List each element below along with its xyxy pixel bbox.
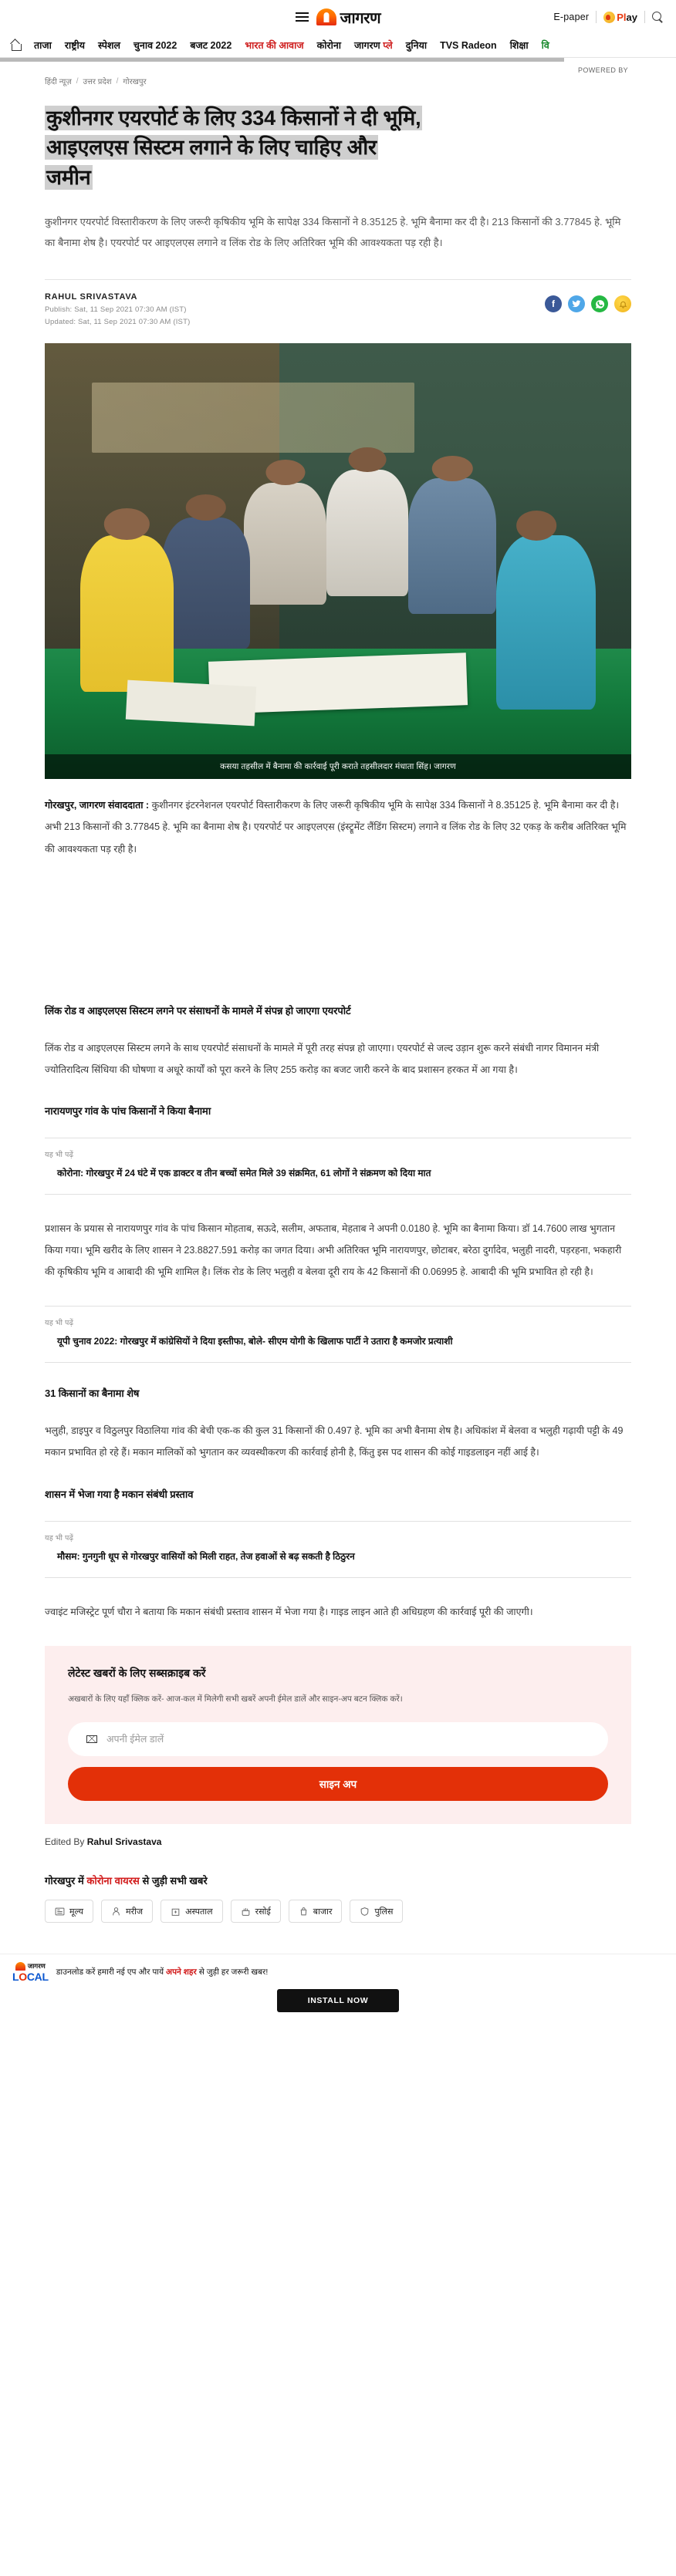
read-also-label-3: यह भी पढ़ें	[45, 1533, 74, 1543]
install-button-row	[0, 1989, 676, 2023]
home-icon[interactable]	[11, 41, 21, 50]
facebook-share-icon[interactable]: f	[545, 295, 562, 312]
powered-by-label: POWERED BY	[577, 66, 628, 74]
tags-title-highlight: कोरोना वायरस	[86, 1875, 140, 1887]
hospital-icon	[171, 1907, 181, 1917]
hero-person-4	[326, 470, 408, 596]
hamburger-menu-icon[interactable]	[296, 12, 309, 22]
nav-item-vi[interactable]: वि	[541, 40, 549, 51]
section-heading-3: 31 किसानों का बैनामा शेष	[45, 1387, 140, 1400]
breadcrumb-uttar-pradesh[interactable]: उत्तर प्रदेश	[83, 78, 112, 86]
epaper-link[interactable]: E-paper	[553, 12, 590, 22]
section-body-3: भलुही, डाइपुर व विठुलपुर विठालिया गांव की बेची एक-क की कुल 31 किसानों की 0.497 हे. भूमि का अभी बैनामा शेष है। अधिकांश में बेलवा व भलुही गढ़ायी पट्टी के 49 मकान प्रभावित हो रहे हैं। मकान मालिकों को भुगतान कर व्यवस्थीकरण की कार्रवाई होनी है, किंतु इस पद शासन की कोई गाइडलाइन नहीं आई है।	[45, 1425, 624, 1458]
edited-by-line	[45, 1836, 631, 1847]
breadcrumb-gorakhpur[interactable]: गोरखपुर	[123, 78, 147, 86]
newsletter-description: अखबारों के लिए यहाँ क्लिक करें- आज-कल में मिलेगी सभी खबरें अपनी ईमेल डालें और साइन-अप बटन क्लिक करें।	[68, 1694, 403, 1704]
social-share-row	[545, 295, 631, 312]
hero-person-3	[244, 483, 326, 605]
jagran-local-logo	[12, 1962, 49, 1983]
read-also-link-1[interactable]: कोरोना: गोरखपुर में 24 घंटे में एक डाक्टर व तीन बच्चों समेत मिले 39 संक्रमित, 61 लोगों ने संक्रमण को दिया मात	[57, 1167, 431, 1178]
tags-title-before: गोरखपुर में	[45, 1875, 87, 1887]
publish-timestamp: Publish: Sat, 11 Sep 2021 07:30 AM (IST)	[45, 305, 187, 315]
header-divider-2	[644, 11, 645, 23]
article-summary: कुशीनगर एयरपोर्ट विस्तारीकरण के लिए जरूरी कृषिकीय भूमि के सापेक्ष 334 किसानों ने 8.35125 हे. भूमि बैनामा कर दी है। 213 किसानों की 3.77845 हे. भूमि का बैनामा शेष है। एयरपोर्ट पर आइएलएस लगाने व लिंक रोड के लिए अतिरिक्त भूमि की आवश्यकता पड़ रही है।	[45, 215, 621, 248]
section-body-2: प्रशासन के प्रयास से नारायणपुर गांव के पांच किसान मोहताब, सऊदे, सलीम, अफताब, मेहताब ने अपनी 0.0180 हे. भूमि का बैनामा किया। डॉ 14.7600 लाख भुगतान किया गया। भूमि खरीद के लिए शासन ने 23.8827.591 करोड़ का जगत दिया। अभी अतिरिक्त भूमि नारायणपुर, छोटाबर, बरेठा दुर्गादेव, भलुही नादरी, पड़रहना, भकहारी की कृषिकीय भूमि व आबादी की भूमि शामिल है। लिंक रोड के लिए भलुही व बेलवा दूरी राय के 42 किसानों की 0.06995 हे. आबादी की भूमि प्रभावित हो रही है।	[45, 1222, 622, 1278]
notification-bell-icon[interactable]	[614, 295, 631, 312]
page-title	[45, 103, 631, 192]
read-also-box-2[interactable]	[45, 1306, 631, 1363]
tag-label-market: बाजार	[313, 1907, 333, 1917]
read-also-link-3[interactable]: मौसम: गुनगुनी धूप से गोरखपुर वासियों को मिली राहत, तेज हवाओं से बढ़ सकती है ठिठुरन	[57, 1550, 355, 1562]
tag-chip-police[interactable]	[350, 1900, 403, 1923]
hero-person-1	[80, 535, 174, 692]
site-header	[0, 0, 676, 34]
tag-chip-patient[interactable]	[101, 1900, 153, 1923]
read-also-box-3[interactable]	[45, 1521, 631, 1578]
tag-label-police: पुलिस	[374, 1907, 394, 1917]
nav-item-jagran-play[interactable]: जागरण प्ले	[354, 40, 393, 51]
mail-icon	[86, 1735, 97, 1743]
search-icon[interactable]	[652, 12, 664, 23]
app-promo-text-2: से जुड़ी हर जरूरी खबर!	[196, 1967, 269, 1977]
header-right-group	[553, 0, 664, 34]
nav-item-tvs-radeon[interactable]: TVS Radeon	[440, 39, 497, 51]
jagran-logo[interactable]	[316, 7, 381, 28]
article-intro-text: कुशीनगर इंटरनेशनल एयरपोर्ट विस्तारीकरण के लिए जरूरी कृषिकीय भूमि के सापेक्ष 334 किसानों ने 8.35125 हे. भूमि बैनामा कर दी है। अभी 213 किसानों की 3.77845 हे. भूमि का बैनामा शेष है। एयरपोर्ट पर आइएलएस (इंस्ट्रूमेंट लैंडिंग सिस्टम) लगाने व लिंक रोड के लिए 32 एकड़ के करीब अतिरिक्त भूमि की आवश्यकता पड़ रही है।	[45, 800, 627, 855]
section-heading-1: लिंक रोड व आइएलएस सिस्टम लगने पर संसाधनों के मामले में संपन्न हो जाएगा एयरपोर्ट	[45, 1004, 351, 1017]
market-icon	[299, 1907, 309, 1917]
tag-chip-kitchen[interactable]	[231, 1900, 281, 1923]
tag-label-hospital: अस्पताल	[185, 1907, 213, 1917]
header-divider	[596, 11, 597, 23]
police-icon	[360, 1907, 370, 1917]
newsletter-title: लेटेस्ट खबरों के लिए सब्सक्राइब करें	[68, 1666, 206, 1679]
inline-ad-space	[45, 860, 631, 1003]
updated-timestamp: Updated: Sat, 11 Sep 2021 07:30 AM (IST)	[45, 318, 191, 327]
jagran-logo-text: जागरण	[340, 9, 381, 27]
author-name[interactable]: RAHUL SRIVASTAVA	[45, 292, 138, 302]
jagran-play-link[interactable]	[603, 12, 637, 23]
headline-line-3: जमीन	[46, 165, 91, 189]
newsletter-signup-box	[45, 1646, 631, 1824]
hero-bg-banner	[92, 383, 414, 452]
nav-item-shiksha[interactable]: शिक्षा	[509, 40, 529, 51]
read-also-link-2[interactable]: यूपी चुनाव 2022: गोरखपुर में कांग्रेसियों ने दिया इस्तीफा, बोले- सीएम योगी के खिलाफ पार्टी ने उतारा है कमजोर प्रत्याशी	[57, 1336, 453, 1347]
jagran-local-brand: जागरण	[27, 1962, 46, 1971]
edited-by-prefix: Edited By	[45, 1836, 87, 1848]
article-intro-paragraph	[45, 794, 631, 859]
breadcrumb	[45, 76, 631, 86]
hero-documents-2	[126, 680, 257, 727]
article-closing-paragraph: ज्वाइंट मजिस्ट्रेट पूर्ण चौरा ने बताया कि मकान संबंधी प्रस्ताव शासन में भेजा गया है। गाइड लाइन आते ही अधिग्रहण की कार्रवाई पूरी की जाएगी।	[45, 1606, 533, 1617]
read-also-box-1[interactable]	[45, 1138, 631, 1195]
nav-item-taza[interactable]: ताजा	[34, 40, 52, 51]
newsletter-email-input[interactable]	[106, 1734, 590, 1745]
app-promo-text	[56, 1967, 269, 1979]
header-brand-group	[296, 7, 381, 28]
breadcrumb-hindi-news[interactable]: हिंदी न्यूज़	[45, 78, 72, 86]
edited-by-name: Rahul Srivastava	[86, 1836, 162, 1848]
main-navigation	[0, 34, 676, 58]
play-bird-icon	[603, 12, 615, 23]
play-label-part1: Pl	[617, 11, 627, 23]
hero-person-6	[496, 535, 596, 710]
kitchen-icon	[241, 1907, 251, 1917]
article-dateline: गोरखपुर, जागरण संवाददाता :	[45, 800, 150, 811]
tag-chip-hospital[interactable]	[161, 1900, 223, 1923]
tag-list	[45, 1900, 631, 1923]
article-hero-image	[45, 343, 631, 779]
newsletter-email-row[interactable]	[68, 1722, 608, 1756]
newspaper-icon	[55, 1907, 65, 1917]
headline-line-2: आइएलएस सिस्टम लगाने के लिए चाहिए और	[46, 136, 377, 160]
hero-image-caption: कसया तहसील में बैनामा की कार्रवाई पूरी कराते तहसीलदार मंधाता सिंह। जागरण	[45, 754, 631, 779]
headline-line-1: कुशीनगर एयरपोर्ट के लिए 334 किसानों ने दी भूमि,	[46, 106, 421, 130]
nav-item-budget-2022[interactable]: बजट 2022	[190, 40, 232, 51]
tag-label-news: मूल्य	[69, 1907, 83, 1917]
jagran-local-mark-icon	[15, 1962, 25, 1971]
byline-author-block	[45, 292, 190, 326]
tag-label-patient: मरीज	[126, 1907, 144, 1917]
app-promo-text-highlight: अपने शहर	[166, 1967, 197, 1977]
tags-section-title	[45, 1873, 631, 1887]
nav-item-bharat-ki-awaaz[interactable]: भारत की आवाज	[245, 40, 304, 51]
hero-person-5	[408, 478, 496, 613]
section-body-1: लिंक रोड व आइएलएस सिस्टम लगने के साथ एयरपोर्ट संसाधनों के मामले में पूरी तरह संपन्न हो जाएगा। एयरपोर्ट से जल्द उड़ान शुरू करने संबंधी नागर विमानन मंत्री ज्योतिरादित्य सिंधिया की घोषणा व अधूरे कार्यों को पूरा करने के लिए 255 करोड़ का बजट जारी करने के बाद प्रशासन हरकत में आ गया है।	[45, 1042, 600, 1075]
play-label-part2: ay	[626, 11, 637, 23]
tag-label-kitchen: रसोई	[255, 1907, 271, 1917]
jagran-logo-mark-icon	[316, 8, 336, 25]
breadcrumb-separator-1: /	[76, 76, 79, 86]
breadcrumb-separator-2: /	[116, 76, 119, 86]
tags-title-after: से जुड़ी सभी खबरे	[139, 1875, 208, 1887]
tag-chip-market[interactable]	[289, 1900, 343, 1923]
install-now-button[interactable]: INSTALL NOW	[277, 1989, 400, 2012]
tag-chip-news[interactable]	[45, 1900, 93, 1923]
nav-item-corona[interactable]: कोरोना	[316, 40, 341, 51]
read-also-label-2: यह भी पढ़ें	[45, 1319, 74, 1328]
nav-item-chunav-2022[interactable]: चुनाव 2022	[133, 40, 177, 51]
nav-item-special[interactable]: स्पेशल	[98, 40, 120, 51]
whatsapp-share-icon[interactable]	[591, 295, 608, 312]
app-promo-bar	[0, 1954, 676, 1989]
section-heading-4: शासन में भेजा गया है मकान संबंधी प्रस्ताव	[45, 1488, 194, 1500]
app-promo-text-1: डाउनलोड करें हमारी नई एप और पायें	[56, 1967, 167, 1977]
nav-item-rashtriya[interactable]: राष्ट्रीय	[64, 40, 86, 51]
nav-item-duniya[interactable]: दुनिया	[405, 40, 428, 51]
byline-row	[45, 279, 631, 326]
section-heading-2: नारायणपुर गांव के पांच किसानों ने किया बैनामा	[45, 1104, 211, 1117]
hero-person-2	[162, 518, 250, 649]
twitter-share-icon[interactable]	[568, 295, 585, 312]
newsletter-signup-button[interactable]: साइन अप	[68, 1767, 608, 1801]
read-also-label-1: यह भी पढ़ें	[45, 1150, 74, 1159]
patient-icon	[111, 1907, 121, 1917]
local-wordmark: LOCAL	[12, 1971, 49, 1984]
